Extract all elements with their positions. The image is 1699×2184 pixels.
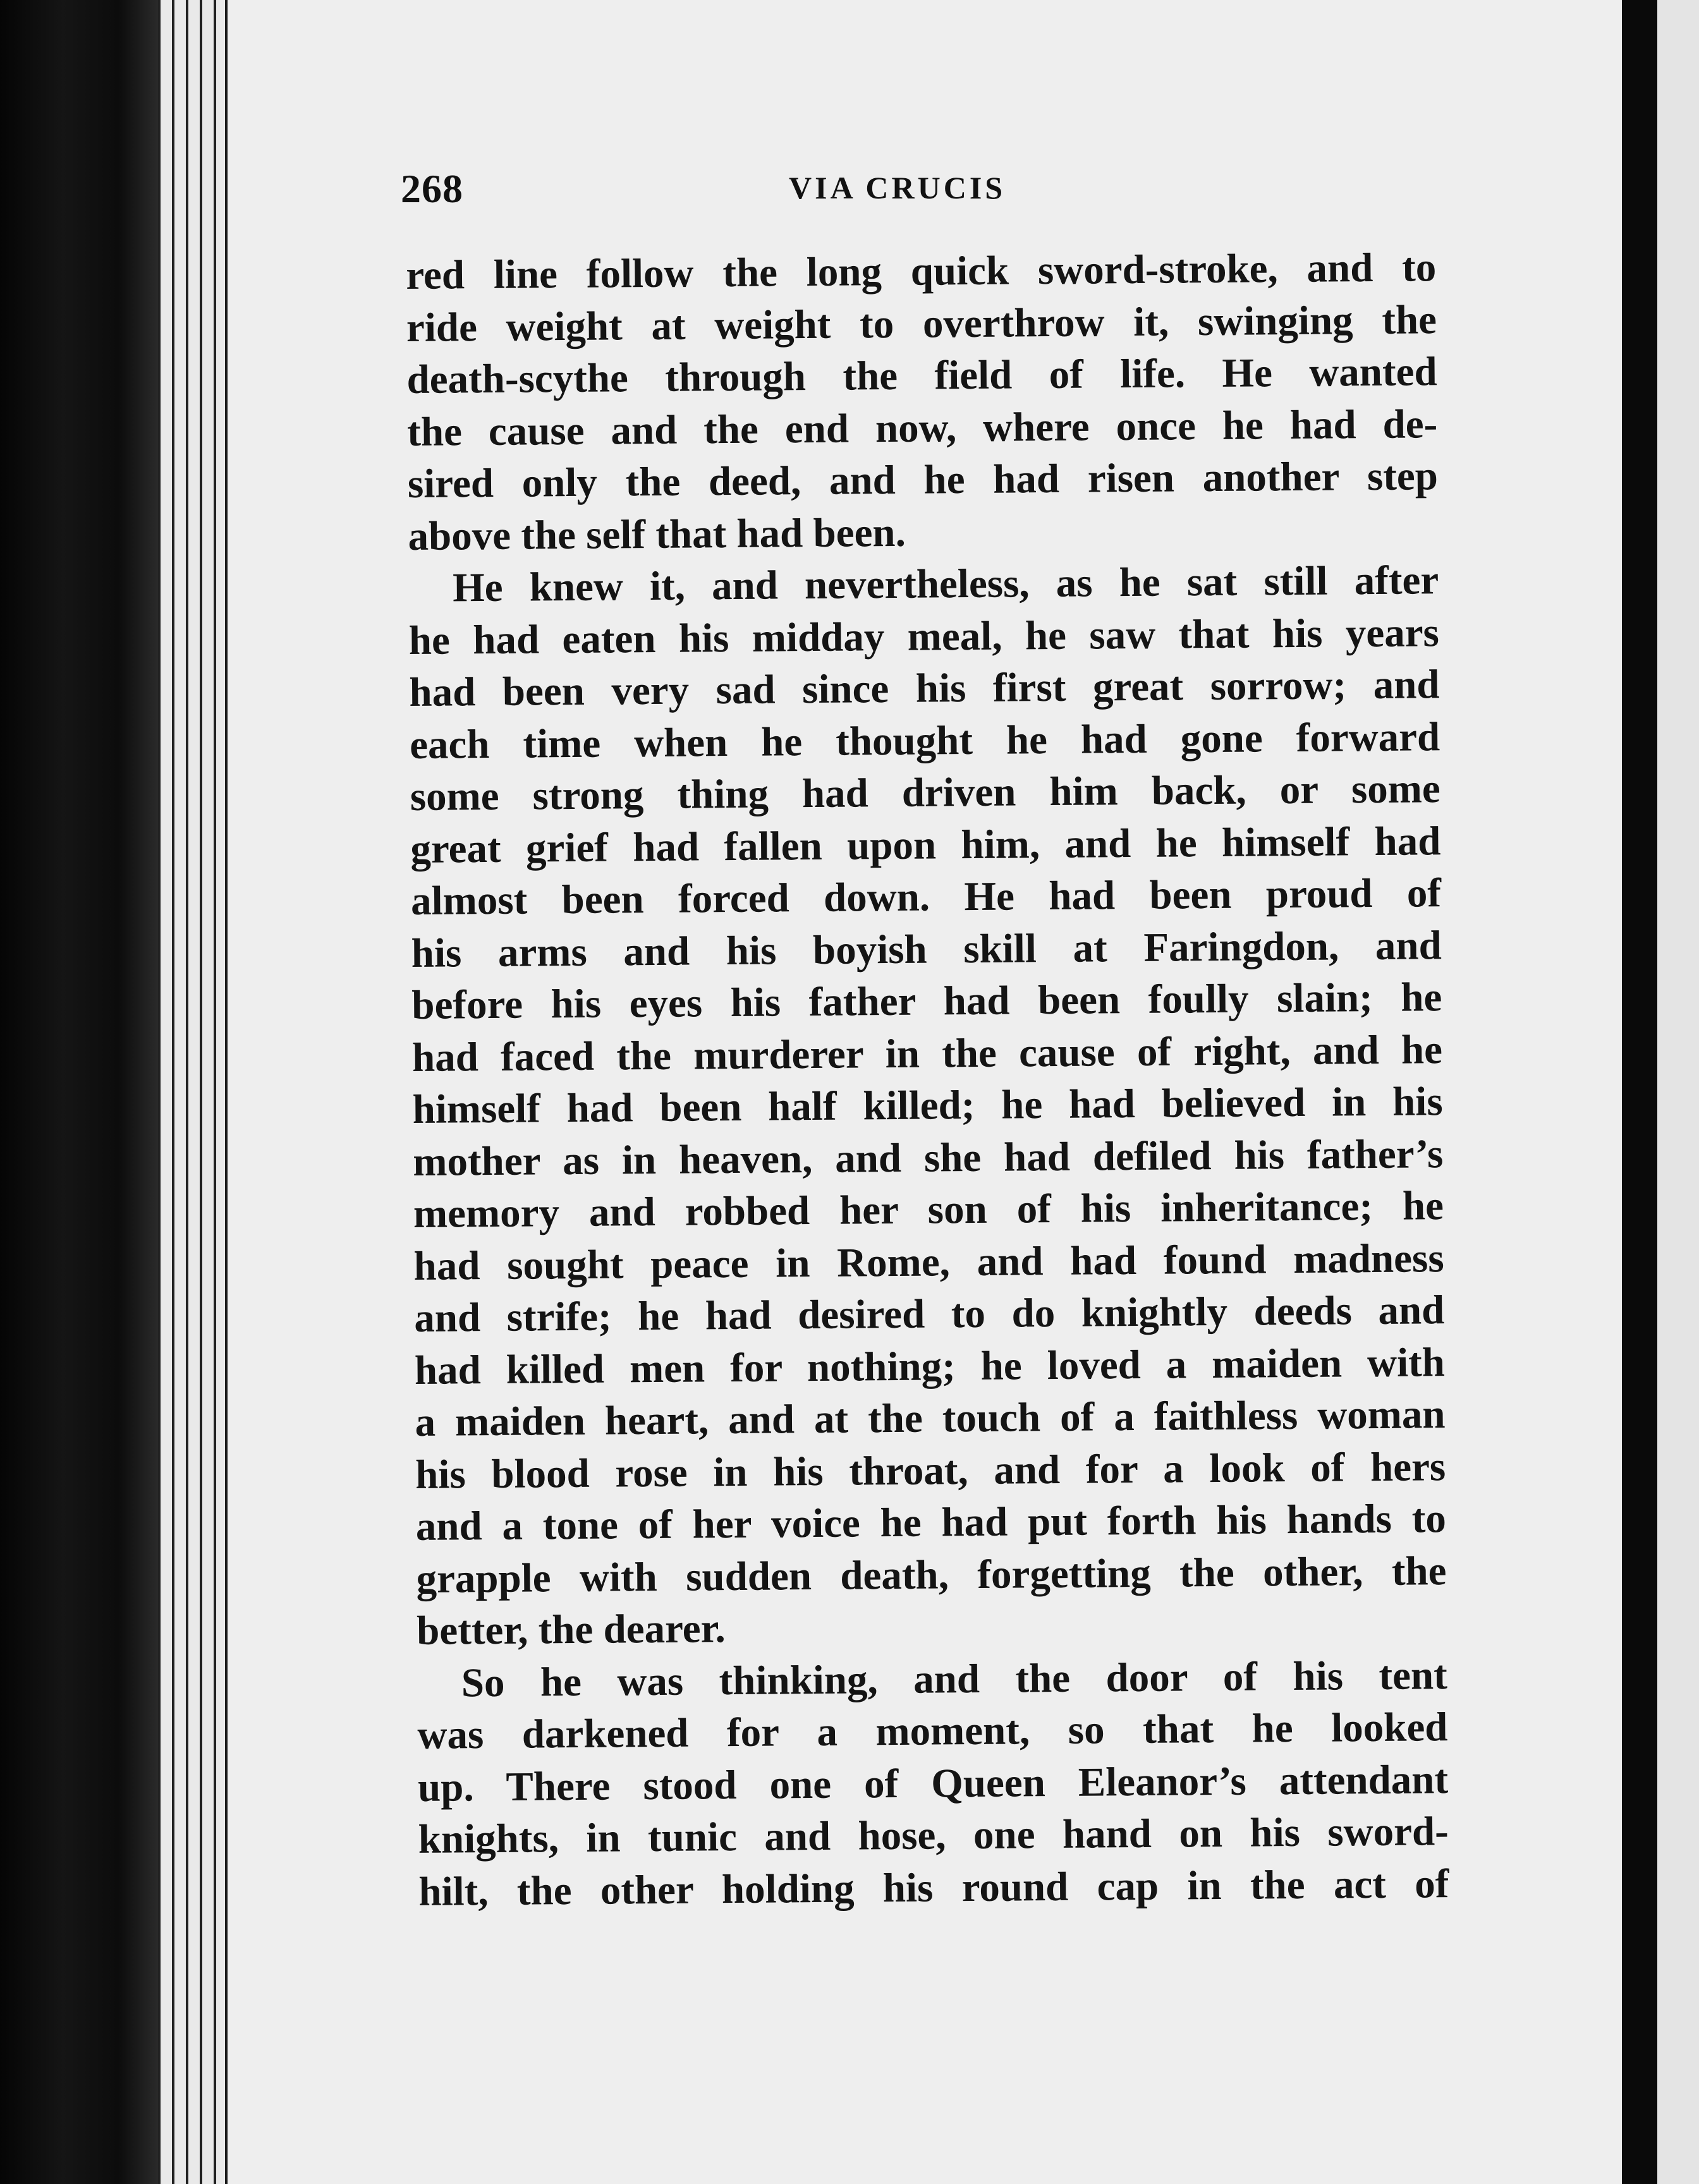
text-line: he had eaten his midday meal, he saw that his years bbox=[408, 609, 1440, 664]
text-line: had faced the murderer in the cause of right, and he bbox=[411, 1026, 1443, 1081]
text-line: up. There stood one of Queen Eleanor’s attendant bbox=[417, 1756, 1449, 1811]
text-line: had been very sad since his first great sorrow; and bbox=[409, 662, 1440, 715]
paragraph bbox=[417, 1649, 1449, 1918]
facing-page-edge bbox=[1657, 0, 1699, 2184]
text-line: and strife; he had desired to do knightly deeds and bbox=[413, 1287, 1445, 1341]
book-binding bbox=[0, 0, 158, 2184]
text-line: each time when he thought he had gone forward bbox=[409, 713, 1440, 768]
text-line: above the self that had been. bbox=[408, 509, 906, 559]
paragraph bbox=[406, 241, 1439, 562]
text-line: almost been forced down. He had been proud of bbox=[410, 870, 1442, 924]
text-line: sired only the deed, and he had risen another step bbox=[407, 453, 1439, 507]
text-line: hilt, the other holding his round cap in the act of bbox=[418, 1860, 1449, 1915]
paragraph bbox=[408, 554, 1447, 1657]
text-line: some strong thing had driven him back, or some bbox=[410, 766, 1441, 820]
text-line: mother as in heaven, and she had defiled his father’s bbox=[413, 1131, 1444, 1185]
body-text bbox=[406, 241, 1449, 1918]
gutter-shadow bbox=[1622, 0, 1657, 2184]
text-line: grapple with sudden death, forgetting the other, the bbox=[416, 1548, 1447, 1602]
text-line: and a tone of her voice he had put forth his hands to bbox=[415, 1496, 1447, 1550]
text-line: the cause and the end now, where once he had de- bbox=[406, 401, 1438, 455]
text-line: a maiden heart, and at the touch of a faithless woman bbox=[415, 1392, 1446, 1445]
text-line: had sought peace in Rome, and had found madness bbox=[413, 1235, 1444, 1289]
text-line: his arms and his boyish skill at Faringdon, and bbox=[411, 922, 1442, 976]
text-line: death-scythe through the field of life. He wanted bbox=[406, 349, 1437, 403]
text-line: knights, in tunic and hose, one hand on his sword- bbox=[418, 1809, 1449, 1862]
text-line: better, the dearer. bbox=[416, 1606, 726, 1654]
text-line: himself had been half killed; he had believed in his bbox=[412, 1079, 1443, 1132]
text-line: great grief had fallen upon him, and he himself had bbox=[410, 818, 1441, 872]
text-line: had killed men for nothing; he loved a maiden with bbox=[414, 1339, 1446, 1393]
text-line: memory and robbed her son of his inheritance; he bbox=[413, 1183, 1444, 1237]
text-line: was darkened for a moment, so that he looked bbox=[417, 1704, 1448, 1758]
text-line: He knew it, and nevertheless, as he sat still after bbox=[452, 557, 1439, 611]
text-line: ride weight at weight to overthrow it, swinging the bbox=[406, 296, 1437, 351]
page-number: 268 bbox=[401, 166, 463, 211]
text-line: his blood rose in his throat, and for a look of hers bbox=[415, 1443, 1446, 1498]
page-header bbox=[401, 166, 1033, 222]
text-line: before his eyes his father had been foully slain; he bbox=[411, 974, 1442, 1028]
text-line: So he was thinking, and the door of his tent bbox=[461, 1652, 1448, 1706]
running-head: VIA CRUCIS bbox=[789, 170, 1006, 205]
text-line: red line follow the long quick sword-stroke, and to bbox=[406, 245, 1437, 298]
